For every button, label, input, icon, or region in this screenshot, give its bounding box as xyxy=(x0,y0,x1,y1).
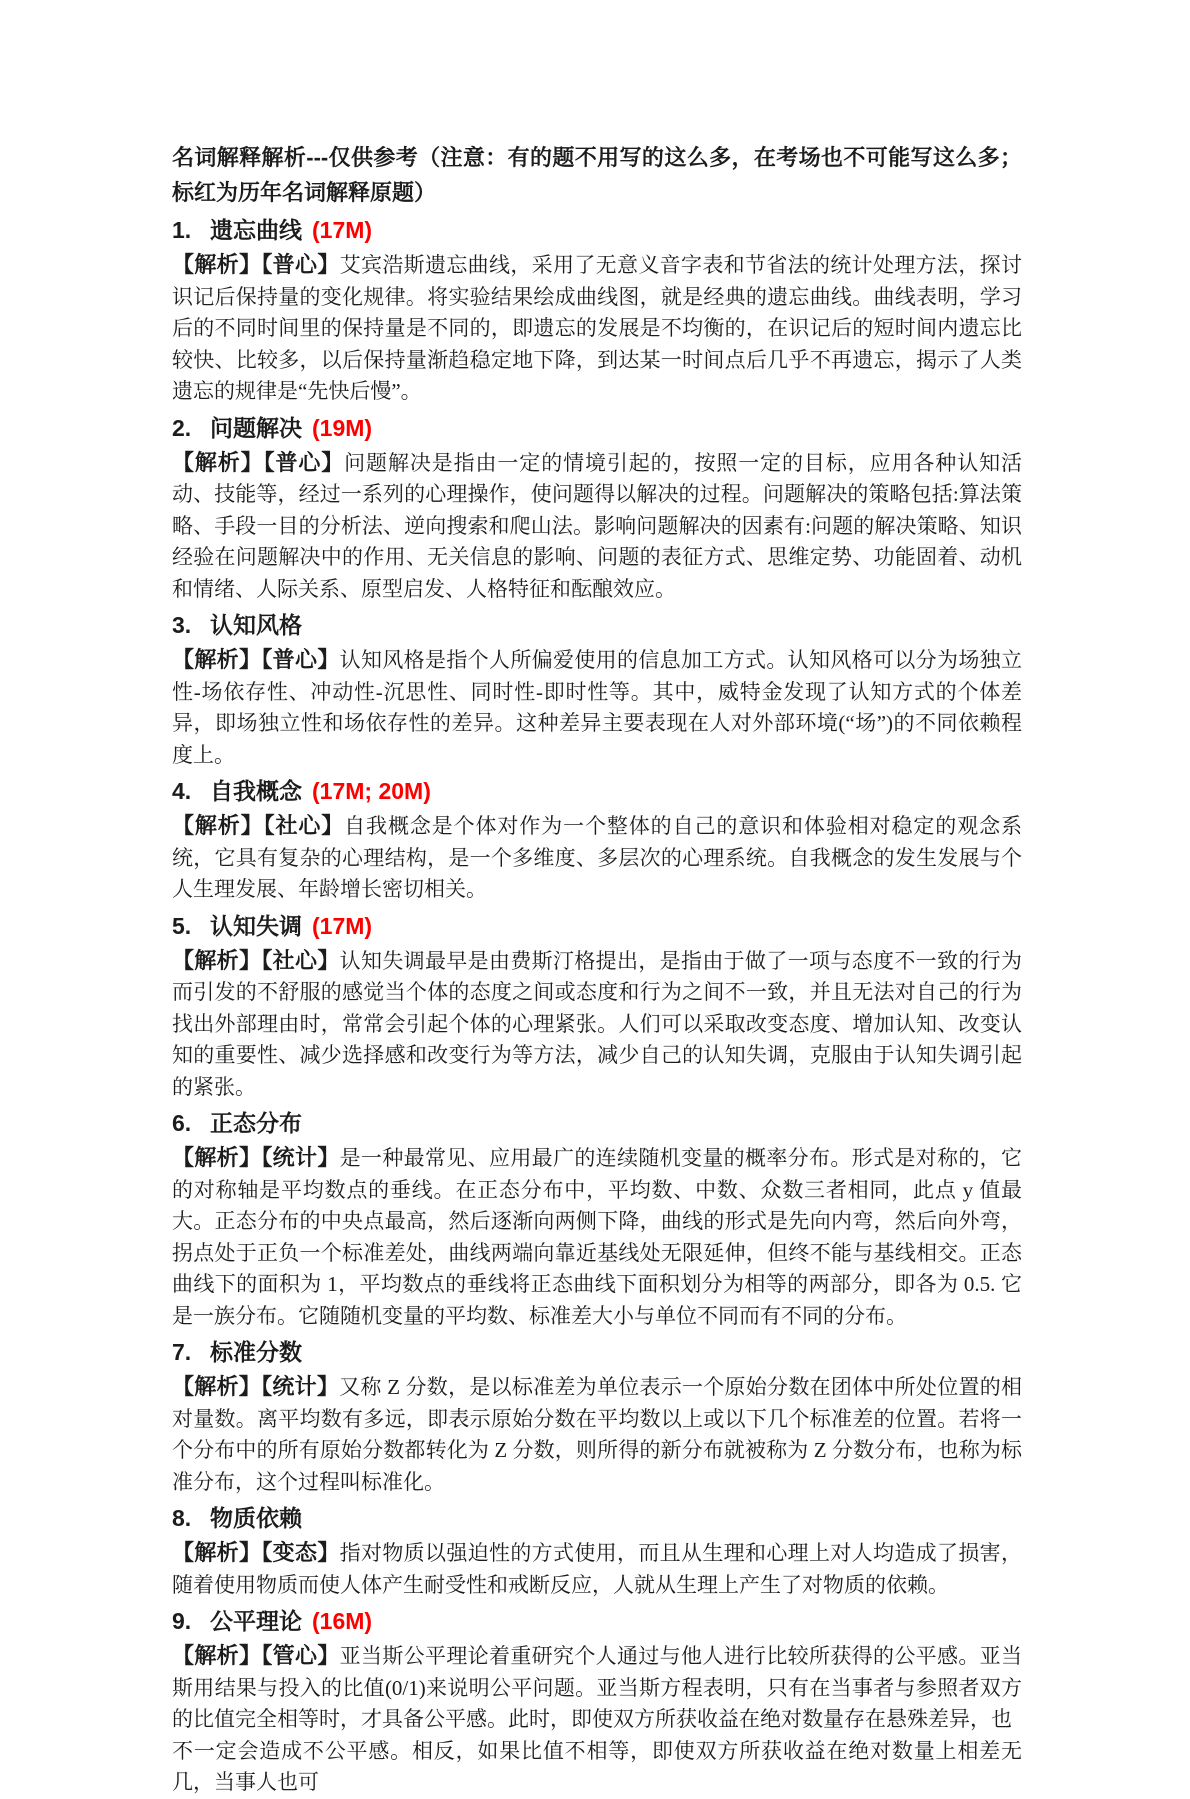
term-heading xyxy=(172,774,1022,808)
exam-year-tag: (19M) xyxy=(312,414,373,441)
explanation-text: 艾宾浩斯遗忘曲线，采用了无意义音字表和节省法的统计处理方法，探讨识记后保持量的变化规律。将实验结果绘成曲线图，就是经典的遗忘曲线。曲线表明，学习后的不同时间里的保持量是不同的，即遗忘的发展是不均衡的，在识记后的短时间内遗忘比较快、比较多，以后保持量渐趋稳定地下降，到达某一时间点后几乎不再遗忘，揭示了人类遗忘的规律是“先快后慢”。 xyxy=(172,253,1022,403)
term-body xyxy=(172,644,1022,771)
term-item-3 xyxy=(172,608,1022,771)
explanation-text: 指对物质以强迫性的方式使用，而且从生理和心理上对人均造成了损害，随着使用物质而使人体产生耐受性和戒断反应，人就从生理上产生了对物质的依赖。 xyxy=(172,1541,1022,1597)
term-explanation xyxy=(172,447,1022,606)
term-heading xyxy=(172,1501,1022,1535)
term-number: 9. xyxy=(172,1608,192,1634)
term-body xyxy=(172,1371,1022,1498)
explanation-text: 又称 Z 分数，是以标准差为单位表示一个原始分数在团体中所处位置的相对量数。离平均数有多远，即表示原始分数在平均数以上或以下几个标准差的位置。若将一个分布中的所有原始分数都转化为 Z 分数，则所得的新分布就被称为 Z 分数分布，也称为标准分布，这个过程叫标准化。 xyxy=(172,1375,1022,1494)
explanation-text: 认知失调最早是由费斯汀格提出，是指由于做了一项与态度不一致的行为而引发的不舒服的感觉当个体的态度之间或态度和行为之间不一致，并且无法对自己的行为找出外部理由时，常常会引起个体的心理紧张。人们可以采取改变态度、增加认知、改变认知的重要性、减少选择感和改变行为等方法，减少自己的认知失调，克服由于认知失调引起的紧张。 xyxy=(172,948,1022,1099)
term-item-1 xyxy=(172,213,1022,408)
term-number: 7. xyxy=(172,1339,192,1365)
term-title: 认知失调 xyxy=(210,912,302,939)
term-title: 认知风格 xyxy=(210,612,302,638)
term-heading xyxy=(172,1604,1022,1638)
term-body xyxy=(172,1640,1022,1799)
term-item-2 xyxy=(172,411,1022,606)
term-item-4 xyxy=(172,774,1022,906)
analysis-source-label: 【解析】【社心】 xyxy=(172,813,345,838)
explanation-text: 是一种最常见、应用最广的连续随机变量的概率分布。形式是对称的，它的对称轴是平均数点的垂线。在正态分布中，平均数、中数、众数三者相同，此点 y 值最大。正态分布的中央点最高，然后逐渐向两侧下降，曲线的形式是先向内弯，然后向外弯，拐点处于正负一个标准差处，曲线两端向靠近基线处无限延伸，但终不能与基线相交。正态曲线下的面积为 1，平均数点的垂线将正态曲线下面积划分为相等的两部分，即各为 0.5. 它是一族分布。它随随机变量的平均数、标准差大小与单位不同而有不同的分布。 xyxy=(172,1146,1022,1328)
term-body xyxy=(172,447,1022,606)
term-explanation xyxy=(172,249,1022,408)
term-heading xyxy=(172,909,1022,943)
analysis-source-label: 【解析】【管心】 xyxy=(172,1643,340,1668)
term-number: 1. xyxy=(172,217,192,243)
term-item-5 xyxy=(172,909,1022,1104)
term-heading xyxy=(172,608,1022,642)
term-explanation xyxy=(172,1371,1022,1498)
term-number: 2. xyxy=(172,414,192,441)
exam-year-tag: (17M) xyxy=(312,217,373,243)
term-heading xyxy=(172,1106,1022,1140)
exam-year-tag: (17M) xyxy=(312,912,373,939)
term-explanation xyxy=(172,945,1022,1104)
term-body xyxy=(172,1142,1022,1332)
exam-year-tag: (16M) xyxy=(312,1608,373,1634)
term-title: 问题解决 xyxy=(210,414,302,441)
analysis-source-label: 【解析】【社心】 xyxy=(172,947,340,973)
term-number: 4. xyxy=(172,778,192,804)
exam-year-tag: (17M; 20M) xyxy=(312,778,431,804)
term-explanation xyxy=(172,1142,1022,1332)
term-explanation xyxy=(172,1640,1022,1736)
term-title: 遗忘曲线 xyxy=(210,217,302,243)
term-item-9 xyxy=(172,1604,1022,1799)
term-heading xyxy=(172,411,1022,445)
term-title: 标准分数 xyxy=(210,1339,302,1365)
term-explanation xyxy=(172,1537,1022,1601)
term-number: 8. xyxy=(172,1505,192,1531)
term-title: 公平理论 xyxy=(210,1608,302,1634)
analysis-source-label: 【解析】【统计】 xyxy=(172,1374,340,1399)
term-heading xyxy=(172,213,1022,247)
term-body xyxy=(172,1537,1022,1601)
term-title: 物质依赖 xyxy=(210,1505,302,1531)
analysis-source-label: 【解析】【变态】 xyxy=(172,1540,340,1565)
explanation-text: 自我概念是个体对作为一个整体的自己的意识和体验相对稳定的观念系统，它具有复杂的心理结构，是一个多维度、多层次的心理系统。自我概念的发生发展与个人生理发展、年龄增长密切相关。 xyxy=(172,814,1022,901)
document-header: 名词解释解析---仅供参考（注意：有的题不用写的这么多，在考场也不可能写这么多；标红为历年名词解释原题） xyxy=(172,145,1022,205)
explanation-text: 认知风格是指个人所偏爱使用的信息加工方式。认知风格可以分为场独立性-场依存性、冲动性-沉思性、同时性-即时性等。其中，威特金发现了认知方式的个体差异，即场独立性和场依存性的差异。这种差异主要表现在人对外部环境(“场”)的不同依赖程度上。 xyxy=(172,648,1022,767)
term-explanation xyxy=(172,644,1022,771)
term-title: 正态分布 xyxy=(210,1110,302,1136)
term-title: 自我概念 xyxy=(210,778,302,804)
term-explanation-continued: 不一定会造成不公平感。相反，如果比值不相等，即使双方所获收益在绝对数量上相差无几，当事人也可 xyxy=(172,1738,1022,1794)
analysis-source-label: 【解析】【普心】 xyxy=(172,647,340,672)
term-number: 3. xyxy=(172,612,192,638)
term-body xyxy=(172,249,1022,408)
term-heading xyxy=(172,1335,1022,1369)
term-explanation xyxy=(172,810,1022,906)
term-item-7 xyxy=(172,1335,1022,1498)
explanation-text: 问题解决是指由一定的情境引起的，按照一定的目标，应用各种认知活动、技能等，经过一系列的心理操作，使问题得以解决的过程。问题解决的策略包括:算法策略、手段一目的分析法、逆向搜索和爬山法。影响问题解决的因素有:问题的解决策略、知识经验在问题解决中的作用、无关信息的影响、问题的表征方式、思维定势、功能固着、动机和情绪、人际关系、原型启发、人格特征和酝酿效应。 xyxy=(172,450,1022,601)
analysis-source-label: 【解析】【普心】 xyxy=(172,449,345,475)
explanation-text: 亚当斯公平理论着重研究个人通过与他人进行比较所获得的公平感。亚当斯用结果与投入的比值(0/1)来说明公平问题。亚当斯方程表明，只有在当事者与参照者双方的比值完全相等时，才具备公平感。此时，即使双方所获收益在绝对数量存在悬殊差异，也 xyxy=(172,1644,1022,1731)
analysis-source-label: 【解析】【普心】 xyxy=(172,252,340,277)
term-item-8 xyxy=(172,1501,1022,1601)
term-item-6 xyxy=(172,1106,1022,1332)
term-number: 5. xyxy=(172,912,192,939)
term-body xyxy=(172,945,1022,1104)
term-body xyxy=(172,810,1022,906)
term-number: 6. xyxy=(172,1110,192,1136)
analysis-source-label: 【解析】【统计】 xyxy=(172,1145,340,1170)
